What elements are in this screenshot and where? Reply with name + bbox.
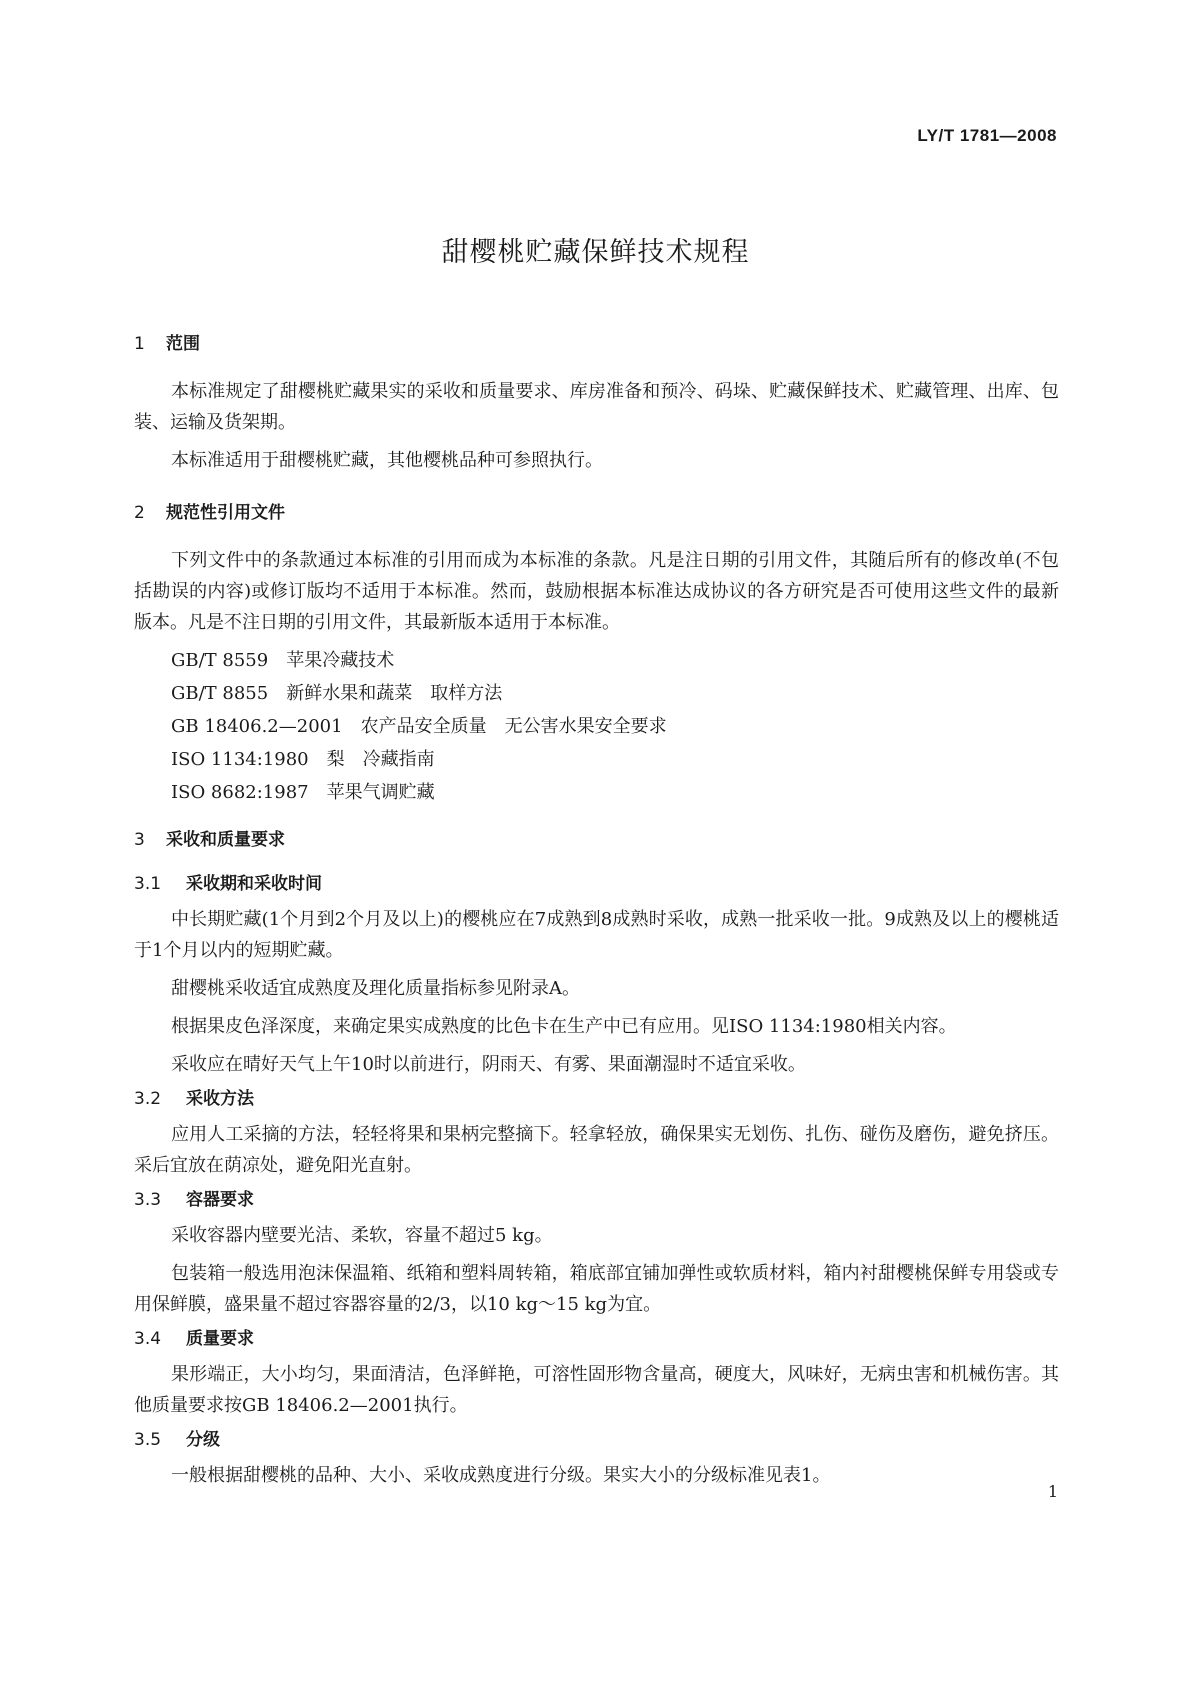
reference-code: GB 18406.2—2001 <box>171 716 343 737</box>
reference-name: 梨 冷藏指南 <box>326 749 435 770</box>
section-heading-1 <box>134 332 1059 356</box>
subsection-title: 容器要求 <box>186 1190 254 1210</box>
subsection-number: 3.3 <box>134 1190 162 1210</box>
paragraph: 下列文件中的条款通过本标准的引用而成为本标准的条款。凡是注日期的引用文件，其随后所有的修改单(不包括勘误的内容)或修订版均不适用于本标准。然而，鼓励根据本标准达成协议的各方研究是否可使用这些文件的最新版本。凡是不注日期的引用文件，其最新版本适用于本标准。 <box>134 550 1059 633</box>
document-title: 甜樱桃贮藏保鲜技术规程 <box>441 237 750 268</box>
paragraph: 采收容器内壁要光洁、柔软，容量不超过5 kg。 <box>171 1225 553 1246</box>
section-heading-3 <box>134 828 1059 852</box>
reference-name: 农产品安全质量 无公害水果安全要求 <box>360 716 667 737</box>
reference-code: GB/T 8855 <box>171 683 269 704</box>
section-number: 3 <box>134 830 145 850</box>
paragraph: 一般根据甜樱桃的品种、大小、采收成熟度进行分级。果实大小的分级标准见表1。 <box>171 1465 831 1486</box>
paragraph: 采收应在晴好天气上午10时以前进行，阴雨天、有雾、果面潮湿时不适宜采收。 <box>171 1054 806 1075</box>
paragraph: 甜樱桃采收适宜成熟度及理化质量指标参见附录A。 <box>171 978 580 999</box>
section-number: 2 <box>134 503 145 523</box>
reference-code: GB/T 8559 <box>171 650 269 671</box>
subsection-number: 3.5 <box>134 1430 162 1450</box>
subsection-heading-3-1 <box>134 872 1059 896</box>
reference-item <box>134 645 1059 676</box>
section-number: 1 <box>134 334 145 354</box>
subsection-heading-3-5 <box>134 1428 1059 1452</box>
section-title: 规范性引用文件 <box>166 503 285 523</box>
subsection-heading-3-4 <box>134 1327 1059 1351</box>
subsection-number: 3.1 <box>134 874 162 894</box>
section-title: 采收和质量要求 <box>166 830 285 850</box>
subsection-number: 3.2 <box>134 1089 162 1109</box>
section-title: 范围 <box>166 334 200 354</box>
paragraph: 根据果皮色泽深度，来确定果实成熟度的比色卡在生产中已有应用。见ISO 1134:1980相关内容。 <box>171 1016 957 1037</box>
reference-code: ISO 1134:1980 <box>171 749 309 770</box>
paragraph: 本标准适用于甜樱桃贮藏，其他樱桃品种可参照执行。 <box>171 450 603 471</box>
paragraph: 中长期贮藏(1个月到2个月及以上)的樱桃应在7成熟到8成熟时采收，成熟一批采收一批。9成熟及以上的樱桃适于1个月以内的短期贮藏。 <box>134 909 1059 961</box>
reference-item <box>134 678 1059 709</box>
subsection-number: 3.4 <box>134 1329 162 1349</box>
section-heading-2 <box>134 501 1059 525</box>
reference-name: 新鲜水果和蔬菜 取样方法 <box>286 683 503 704</box>
reference-item <box>134 777 1059 808</box>
paragraph: 应用人工采摘的方法，轻轻将果和果柄完整摘下。轻拿轻放，确保果实无划伤、扎伤、碰伤及磨伤，避免挤压。采后宜放在荫凉处，避免阳光直射。 <box>134 1124 1059 1176</box>
subsection-heading-3-3 <box>134 1188 1059 1212</box>
paragraph: 包装箱一般选用泡沫保温箱、纸箱和塑料周转箱，箱底部宜铺加弹性或软质材料，箱内衬甜樱桃保鲜专用袋或专用保鲜膜，盛果量不超过容器容量的2/3，以10 kg～15 kg为宜。 <box>134 1263 1059 1315</box>
reference-name: 苹果冷藏技术 <box>286 650 395 671</box>
reference-code: ISO 8682:1987 <box>171 782 309 803</box>
subsection-heading-3-2 <box>134 1087 1059 1111</box>
subsection-title: 质量要求 <box>186 1329 254 1349</box>
reference-name: 苹果气调贮藏 <box>326 782 435 803</box>
standard-code: LY/T 1781—2008 <box>917 126 1057 145</box>
subsection-title: 分级 <box>186 1430 220 1450</box>
reference-item <box>134 711 1059 742</box>
page-number: 1 <box>1047 1482 1058 1501</box>
reference-item <box>134 744 1059 775</box>
paragraph: 果形端正，大小均匀，果面清洁，色泽鲜艳，可溶性固形物含量高，硬度大，风味好，无病虫害和机械伤害。其他质量要求按GB 18406.2—2001执行。 <box>134 1364 1059 1416</box>
document-body <box>134 332 1059 1498</box>
paragraph: 本标准规定了甜樱桃贮藏果实的采收和质量要求、库房准备和预冷、码垛、贮藏保鲜技术、贮藏管理、出库、包装、运输及货架期。 <box>134 381 1059 433</box>
subsection-title: 采收期和采收时间 <box>186 874 322 894</box>
subsection-title: 采收方法 <box>186 1089 254 1109</box>
